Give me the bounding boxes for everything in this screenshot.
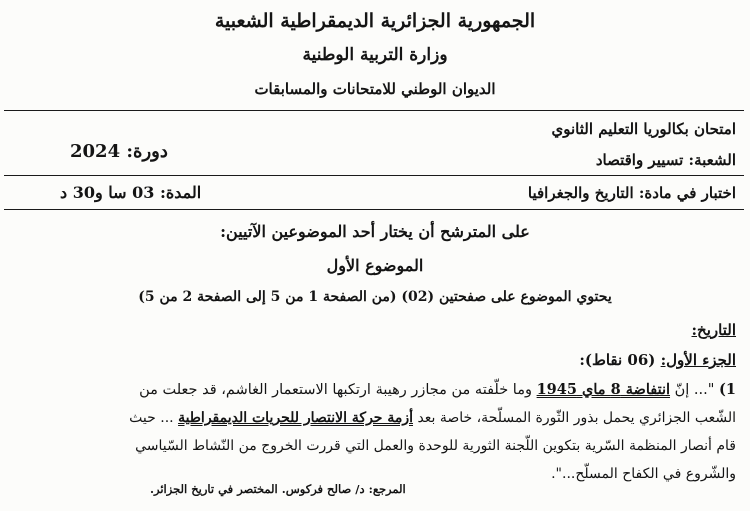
text-line-2 — [14, 410, 736, 426]
exam-title: امتحان بكالوريا التعليم الثانوي — [551, 120, 736, 138]
line2-end: ... حيث — [129, 410, 174, 426]
line1-start: "... إنّ — [674, 382, 715, 398]
mtld-crisis-highlight: أزمة حركة الانتصار للحريات الديمقراطية — [178, 410, 413, 426]
line2-start: الشّعب الجزائري يحمل بذور الثّورة المسلّحة، خاصة بعد — [417, 410, 736, 426]
line1-end: وما خلّفته من مجازر رهيبة ارتكبها الاستعمار الغاشم، قد جعلت من — [139, 382, 532, 398]
republic-title: الجمهورية الجزائرية الديمقراطية الشعبية — [214, 10, 536, 32]
part-label: الجزء الأول: — [660, 351, 736, 369]
part-points: (06 نقاط): — [579, 351, 656, 369]
subject-divider — [4, 209, 744, 210]
session-label: دورة: — [126, 141, 168, 162]
choose-instruction: على المترشح أن يختار أحد الموضوعين الآتيين: — [220, 222, 530, 241]
session-row — [70, 141, 168, 162]
duration-value: 03 سا و30 د — [60, 183, 155, 202]
pages-note: يحتوي الموضوع على صفحتين (02) (من الصفحة 1 من 5 إلى الصفحة 2 من 5) — [138, 289, 612, 305]
uprising-highlight: انتفاضة 8 ماي 1945 — [536, 381, 671, 398]
subject-one-title: الموضوع الأول — [326, 256, 424, 275]
info-divider — [4, 175, 744, 176]
duration-row — [60, 183, 201, 202]
question-number: 1) — [719, 381, 736, 398]
session-year: 2024 — [70, 141, 121, 162]
header-divider — [4, 110, 744, 111]
text-line-1 — [14, 381, 736, 398]
stream: الشعبة: تسيير واقتصاد — [595, 151, 736, 169]
part-heading — [579, 351, 736, 369]
text-line-3: قام أنصار المنظمة السّرية بتكوين اللّجنة الثورية للوحدة والعمل التي قررت الخروج من النّشاط السّياسي — [135, 438, 736, 454]
reference: المرجع: د/ صالح فركوس. المختصر في تاريخ الجزائر. — [150, 482, 406, 496]
subject: اختبار في مادة: التاريخ والجغرافيا — [527, 184, 736, 202]
section-history: التاريخ: — [691, 321, 736, 339]
text-line-4: والشّروع في الكفاح المسلّح...". — [551, 466, 736, 482]
duration-label: المدة: — [159, 183, 202, 202]
ministry-title: وزارة التربية الوطنية — [302, 45, 448, 65]
office-title: الديوان الوطني للامتحانات والمسابقات — [254, 80, 496, 98]
